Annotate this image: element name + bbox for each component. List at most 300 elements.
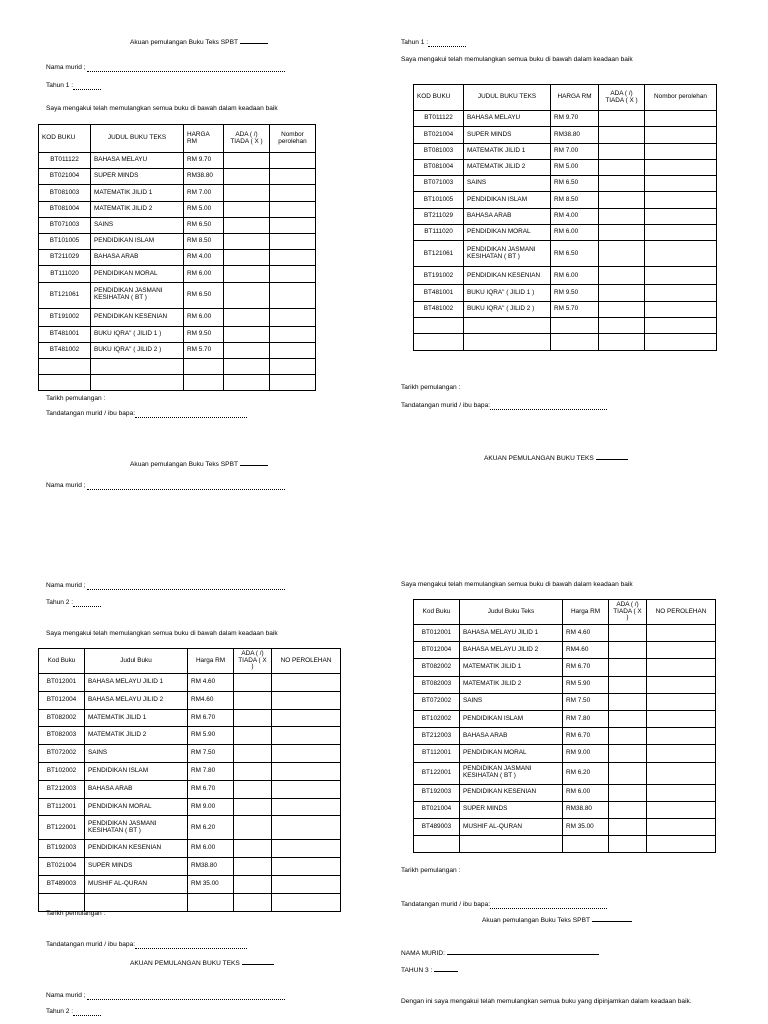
return-date-bottom-left: Tarikh pemulangan : (46, 910, 106, 917)
cell-ada[interactable] (234, 816, 272, 840)
cell-harga (184, 358, 224, 374)
year-line-bottom-left-2[interactable]: Tahun 2 : (46, 1009, 101, 1016)
cell-nombor[interactable] (272, 858, 341, 876)
cell-kod: BT101005 (414, 192, 464, 208)
cell-harga: RM 5.70 (551, 301, 599, 317)
cell-nombor[interactable] (647, 625, 716, 642)
cell-harga (184, 375, 224, 391)
cell-harga: RM 5.90 (563, 676, 609, 693)
cell-nombor[interactable] (272, 875, 341, 893)
cell-ada[interactable] (609, 836, 647, 853)
cell-ada[interactable] (224, 282, 270, 308)
cell-nombor[interactable] (270, 308, 316, 326)
name-line-top-left[interactable]: Nama murid ; (46, 65, 285, 72)
cell-kod: BT011122 (414, 111, 464, 127)
cell-nombor[interactable] (645, 127, 717, 143)
header-ada: ADA ( /) TIADA ( X ) (234, 649, 272, 674)
table-row (414, 192, 717, 208)
cell-kod: BT081003 (39, 185, 91, 201)
table-body (39, 674, 341, 912)
cell-harga: RM 9.00 (188, 798, 234, 816)
header-harga: Harga RM (563, 600, 609, 625)
cell-judul: SAINS (91, 217, 184, 233)
year-line-top-right[interactable]: Tahun 1 : (401, 40, 466, 47)
cell-kod: BT489003 (39, 875, 85, 893)
cell-nombor[interactable] (272, 798, 341, 816)
cell-judul: MATEMATIK JILID 1 (464, 143, 551, 159)
cell-ada[interactable] (234, 762, 272, 780)
signature-line-top-left[interactable]: Tandatangan murid / ibu bapa: (46, 411, 247, 418)
cell-ada[interactable] (609, 818, 647, 835)
cell-harga: RM 6.00 (184, 308, 224, 326)
cell-judul (464, 317, 551, 333)
cell-harga: RM 7.00 (184, 185, 224, 201)
cell-nombor[interactable] (272, 745, 341, 763)
cell-judul (91, 375, 184, 391)
cell-judul: PENDIDIKAN JASMANI KESIHATAN ( BT ) (460, 762, 563, 784)
acknowledgement-bottom-right: Saya mengakui telah memulangkan semua buku di bawah dalam keadaan baik (401, 581, 633, 588)
cell-ada[interactable] (234, 893, 272, 911)
signature-line-bottom-left[interactable]: Tandatangan murid / ibu bapa: (46, 942, 247, 949)
cell-nombor[interactable] (270, 185, 316, 201)
cell-judul: MUSHIF AL-QURAN (460, 818, 563, 835)
table-row (39, 308, 316, 326)
cell-nombor[interactable] (272, 691, 341, 709)
cell-judul: SAINS (460, 693, 563, 710)
cell-judul: BAHASA MELAYU JILID 2 (460, 642, 563, 659)
cell-kod: BT082003 (39, 727, 85, 745)
year-line-bottom-left[interactable]: Tahun 2 : (46, 600, 101, 607)
cell-kod: BT122001 (39, 816, 85, 840)
cell-harga: RM 7.80 (563, 710, 609, 727)
table-body (39, 153, 316, 391)
cell-judul: MUSHIF AL-QURAN (85, 875, 188, 893)
cell-harga: RM 4.00 (551, 208, 599, 224)
cell-harga: RM 6.70 (563, 728, 609, 745)
cell-ada[interactable] (224, 185, 270, 201)
cell-nombor[interactable] (647, 728, 716, 745)
cell-ada[interactable] (599, 241, 645, 267)
table-row (414, 111, 717, 127)
header-kod: Kod Buku (414, 600, 460, 625)
cell-nombor[interactable] (645, 143, 717, 159)
cell-nombor[interactable] (647, 784, 716, 801)
cell-judul: MATEMATIK JILID 2 (91, 201, 184, 217)
cell-kod: BT101005 (39, 233, 91, 249)
cell-ada[interactable] (599, 176, 645, 192)
cell-nombor[interactable] (270, 201, 316, 217)
cell-nombor[interactable] (270, 153, 316, 169)
cell-ada[interactable] (609, 745, 647, 762)
cell-judul: PENDIDIKAN KESENIAN (460, 784, 563, 801)
cell-judul: SUPER MINDS (85, 858, 188, 876)
cell-ada[interactable] (224, 375, 270, 391)
cell-ada[interactable] (234, 780, 272, 798)
header-ada: ADA ( /) TIADA ( X ) (599, 85, 645, 111)
cell-ada[interactable] (234, 745, 272, 763)
cell-ada[interactable] (609, 625, 647, 642)
cell-judul: BAHASA ARAB (85, 780, 188, 798)
year-line-top-left[interactable]: Tahun 1 : (46, 83, 101, 90)
cell-harga (563, 836, 609, 853)
cell-harga: RM 5.70 (184, 342, 224, 358)
cell-judul (464, 334, 551, 350)
header-judul: Judul Buku Teks (460, 600, 563, 625)
table-row (39, 674, 341, 692)
cell-kod: BT081003 (414, 143, 464, 159)
return-date-top-right: Tarikh pemulangan : (401, 384, 461, 391)
cell-judul: PENDIDIKAN MORAL (91, 266, 184, 282)
cell-ada[interactable] (224, 217, 270, 233)
cell-nombor[interactable] (647, 745, 716, 762)
cell-kod: BT021004 (414, 127, 464, 143)
header-nombor: Nombor perolehan (645, 85, 717, 111)
cell-nombor[interactable] (272, 780, 341, 798)
header-kod: KOD BUKU (39, 125, 91, 153)
cell-harga: RM 6.20 (563, 762, 609, 784)
cell-ada[interactable] (224, 266, 270, 282)
cell-nombor[interactable] (647, 818, 716, 835)
table-body (414, 111, 717, 351)
cell-ada[interactable] (599, 143, 645, 159)
cell-nombor[interactable] (647, 836, 716, 853)
cell-nombor[interactable] (645, 317, 717, 333)
cell-ada[interactable] (609, 762, 647, 784)
cell-ada[interactable] (599, 334, 645, 350)
cell-kod: BT191002 (39, 308, 91, 326)
table-row (414, 676, 716, 693)
table-header-row (39, 125, 316, 153)
cell-judul (460, 836, 563, 853)
header-kod: Kod Buku (39, 649, 85, 674)
cell-nombor[interactable] (647, 801, 716, 818)
cell-judul: BAHASA ARAB (464, 208, 551, 224)
cell-harga: RM 6.50 (551, 176, 599, 192)
name-line-bottom-left[interactable]: Nama murid ; (46, 583, 285, 590)
cell-judul: BAHASA ARAB (91, 250, 184, 266)
cell-ada[interactable] (224, 169, 270, 185)
cell-ada[interactable] (224, 326, 270, 342)
table-row (39, 893, 341, 911)
cell-harga: RM 6.00 (184, 266, 224, 282)
cell-harga: RM 7.00 (551, 143, 599, 159)
cell-harga: RM 8.50 (184, 233, 224, 249)
cell-judul: MATEMATIK JILID 2 (464, 159, 551, 175)
cell-nombor[interactable] (645, 192, 717, 208)
cell-judul: PENDIDIKAN MORAL (464, 225, 551, 241)
cell-judul: SAINS (85, 745, 188, 763)
table-row (39, 875, 341, 893)
cell-nombor[interactable] (272, 893, 341, 911)
cell-ada[interactable] (609, 642, 647, 659)
cell-harga (551, 334, 599, 350)
cell-judul: PENDIDIKAN ISLAM (460, 710, 563, 727)
table-row (39, 169, 316, 185)
cell-judul: BUKU IQRA" ( JILID 2 ) (464, 301, 551, 317)
cell-harga: RM 6.00 (551, 267, 599, 285)
table-row (39, 780, 341, 798)
cell-harga: RM 9.50 (184, 326, 224, 342)
cell-kod: BT012004 (39, 691, 85, 709)
acknowledgement-bottom-left: Saya mengakui telah memulangkan semua buku di bawah dalam keadaan baik (46, 630, 278, 637)
cell-ada[interactable] (599, 267, 645, 285)
cell-ada[interactable] (224, 308, 270, 326)
cell-harga (188, 893, 234, 911)
cell-ada[interactable] (234, 727, 272, 745)
book-table-tahun1-left (38, 124, 316, 391)
cell-nombor[interactable] (270, 169, 316, 185)
cell-kod: BT111020 (414, 225, 464, 241)
cell-harga: RM38.80 (563, 801, 609, 818)
table-row (39, 201, 316, 217)
header-nombor: Nombor perolehan (270, 125, 316, 153)
table-row (414, 241, 717, 267)
cell-ada[interactable] (234, 691, 272, 709)
cell-ada[interactable] (234, 709, 272, 727)
header-judul: JUDUL BUKU TEKS (91, 125, 184, 153)
cell-nombor[interactable] (272, 840, 341, 858)
table-row (414, 625, 716, 642)
cell-ada[interactable] (234, 840, 272, 858)
tahun3-name-line[interactable]: NAMA MURID: (401, 951, 599, 958)
table-header-row (414, 85, 717, 111)
cell-kod: BT481001 (39, 326, 91, 342)
cell-kod: BT111020 (39, 266, 91, 282)
cell-ada[interactable] (599, 317, 645, 333)
cell-harga: RM38.80 (551, 127, 599, 143)
cell-kod: BT072002 (414, 693, 460, 710)
cell-harga: RM38.80 (184, 169, 224, 185)
cell-ada[interactable] (609, 784, 647, 801)
cell-nombor[interactable] (645, 301, 717, 317)
cell-ada[interactable] (234, 674, 272, 692)
table-row (414, 159, 717, 175)
cell-harga: RM 4.60 (563, 625, 609, 642)
cell-nombor[interactable] (647, 693, 716, 710)
cell-harga: RM 6.20 (188, 816, 234, 840)
cell-nombor[interactable] (270, 358, 316, 374)
cell-harga: RM 9.00 (563, 745, 609, 762)
cell-kod: BT082002 (414, 659, 460, 676)
cell-ada[interactable] (599, 208, 645, 224)
cell-judul: SUPER MINDS (464, 127, 551, 143)
cell-ada[interactable] (224, 342, 270, 358)
table-row (414, 818, 716, 835)
table-row (414, 285, 717, 301)
table-row (414, 225, 717, 241)
cell-ada[interactable] (234, 798, 272, 816)
book-table-tahun2-right (413, 599, 716, 853)
cell-nombor[interactable] (270, 266, 316, 282)
cell-judul: PENDIDIKAN KESENIAN (464, 267, 551, 285)
table-row (39, 358, 316, 374)
cell-harga: RM 5.90 (188, 727, 234, 745)
cell-kod: BT081004 (414, 159, 464, 175)
cell-nombor[interactable] (647, 710, 716, 727)
cell-kod: BT021004 (39, 858, 85, 876)
cell-ada[interactable] (224, 250, 270, 266)
table-row (414, 693, 716, 710)
cell-ada[interactable] (224, 201, 270, 217)
table-row (39, 762, 341, 780)
table-row (414, 267, 717, 285)
cell-kod: BT102002 (39, 762, 85, 780)
table-row (414, 176, 717, 192)
cell-nombor[interactable] (647, 642, 716, 659)
table-row (39, 840, 341, 858)
cell-ada[interactable] (599, 111, 645, 127)
cell-nombor[interactable] (270, 375, 316, 391)
table-row (39, 185, 316, 201)
cell-judul (91, 358, 184, 374)
cell-harga: RM 6.50 (551, 241, 599, 267)
cell-harga: RM 6.00 (188, 840, 234, 858)
cell-nombor[interactable] (645, 267, 717, 285)
cell-kod: BT481001 (414, 285, 464, 301)
cell-nombor[interactable] (645, 159, 717, 175)
cell-ada[interactable] (224, 358, 270, 374)
table-row (39, 858, 341, 876)
table-row (39, 691, 341, 709)
cell-harga: RM 7.80 (188, 762, 234, 780)
header-nombor: NO PEROLEHAN (272, 649, 341, 674)
cell-harga: RM 9.70 (551, 111, 599, 127)
cell-ada[interactable] (234, 875, 272, 893)
cell-nombor[interactable] (272, 709, 341, 727)
cell-harga: RM 35.00 (563, 818, 609, 835)
cell-nombor[interactable] (647, 659, 716, 676)
cell-nombor[interactable] (272, 816, 341, 840)
table-row (39, 709, 341, 727)
cell-nombor[interactable] (272, 762, 341, 780)
table-row (414, 784, 716, 801)
cell-harga: RM 6.70 (563, 659, 609, 676)
header-ada: ADA ( /) TIADA ( X ) (609, 600, 647, 625)
cell-nombor[interactable] (270, 282, 316, 308)
header-judul: Judul Buku (85, 649, 188, 674)
cell-nombor[interactable] (645, 176, 717, 192)
cell-judul: PENDIDIKAN MORAL (85, 798, 188, 816)
cell-ada[interactable] (599, 285, 645, 301)
table-row (39, 250, 316, 266)
cell-kod: BT192003 (39, 840, 85, 858)
table-row (39, 282, 316, 308)
cell-harga: RM 9.50 (551, 285, 599, 301)
cell-nombor[interactable] (270, 326, 316, 342)
cell-judul: PENDIDIKAN ISLAM (464, 192, 551, 208)
cell-kod (414, 334, 464, 350)
table-row (414, 728, 716, 745)
cell-kod: BT071003 (414, 176, 464, 192)
cell-harga: RM 5.00 (184, 201, 224, 217)
cell-judul: MATEMATIK JILID 1 (460, 659, 563, 676)
cell-kod: BT082002 (39, 709, 85, 727)
table-header-row (39, 649, 341, 674)
cell-kod: BT121061 (414, 241, 464, 267)
cell-ada[interactable] (599, 192, 645, 208)
cell-nombor[interactable] (270, 217, 316, 233)
return-date-top-left: Tarikh pemulangan : (46, 395, 106, 402)
cell-ada[interactable] (599, 159, 645, 175)
cell-ada[interactable] (609, 710, 647, 727)
cell-judul: PENDIDIKAN KESENIAN (85, 840, 188, 858)
cell-harga: RM 6.50 (184, 282, 224, 308)
cell-harga: RM38.80 (188, 858, 234, 876)
book-table-tahun2-left (38, 648, 341, 912)
header-nombor: NO PEROLEHAN (647, 600, 716, 625)
cell-nombor[interactable] (645, 208, 717, 224)
cell-nombor[interactable] (647, 676, 716, 693)
cell-ada[interactable] (609, 676, 647, 693)
cell-nombor[interactable] (645, 285, 717, 301)
table-row (414, 317, 717, 333)
table-row (414, 334, 717, 350)
table-row (39, 217, 316, 233)
cell-nombor[interactable] (270, 342, 316, 358)
table-row (414, 301, 717, 317)
tahun3-year-line[interactable]: TAHUN 3 : (401, 968, 458, 975)
cell-kod: BT082003 (414, 676, 460, 693)
cell-ada[interactable] (224, 233, 270, 249)
cell-nombor[interactable] (270, 250, 316, 266)
cell-nombor[interactable] (270, 233, 316, 249)
cell-nombor[interactable] (647, 762, 716, 784)
cell-ada[interactable] (609, 693, 647, 710)
cell-kod: BT122001 (414, 762, 460, 784)
cell-harga: RM 4.60 (188, 674, 234, 692)
header-ada: ADA ( /) TIADA ( X ) (224, 125, 270, 153)
cell-judul: BUKU IQRA" ( JILID 1 ) (464, 285, 551, 301)
cell-nombor[interactable] (272, 727, 341, 745)
cell-judul: PENDIDIKAN JASMANI KESIHATAN ( BT ) (464, 241, 551, 267)
cell-nombor[interactable] (645, 111, 717, 127)
cell-ada[interactable] (599, 225, 645, 241)
acknowledgement-top-left: Saya mengakui telah memulangkan semua buku di bawah dalam keadaan baik (46, 105, 278, 112)
signature-line-top-right[interactable]: Tandatangan murid / ibu bapa: (401, 403, 607, 410)
cell-ada[interactable] (224, 153, 270, 169)
signature-line-bottom-right[interactable]: Tandatangan murid / ibu bapa: (401, 902, 607, 909)
cell-ada[interactable] (609, 728, 647, 745)
cell-nombor[interactable] (645, 334, 717, 350)
cell-judul: MATEMATIK JILID 1 (91, 185, 184, 201)
table-row (414, 762, 716, 784)
header-harga: HARGA RM (551, 85, 599, 111)
cell-ada[interactable] (609, 801, 647, 818)
table-row (39, 233, 316, 249)
cell-nombor[interactable] (272, 674, 341, 692)
cell-ada[interactable] (599, 301, 645, 317)
cell-kod: BT112001 (414, 745, 460, 762)
cell-ada[interactable] (599, 127, 645, 143)
cell-nombor[interactable] (645, 225, 717, 241)
header-harga: Harga RM (188, 649, 234, 674)
cell-kod: BT012001 (414, 625, 460, 642)
cell-nombor[interactable] (645, 241, 717, 267)
cell-harga: RM4.60 (188, 691, 234, 709)
name-line-middle-left[interactable]: Nama murid ; (46, 483, 285, 490)
cell-kod: BT012004 (414, 642, 460, 659)
title-top-left: Akuan pemulangan Buku Teks SPBT (130, 40, 268, 47)
cell-ada[interactable] (609, 659, 647, 676)
cell-ada[interactable] (234, 858, 272, 876)
title-middle-left: Akuan pemulangan Buku Teks SPBT (130, 462, 268, 469)
cell-judul: BAHASA MELAYU JILID 1 (85, 674, 188, 692)
name-line-bottom-left-2[interactable]: Nama murid ; (46, 993, 285, 1000)
cell-harga: RM 4.00 (184, 250, 224, 266)
cell-kod (39, 375, 91, 391)
table-row (39, 816, 341, 840)
table-row (39, 326, 316, 342)
